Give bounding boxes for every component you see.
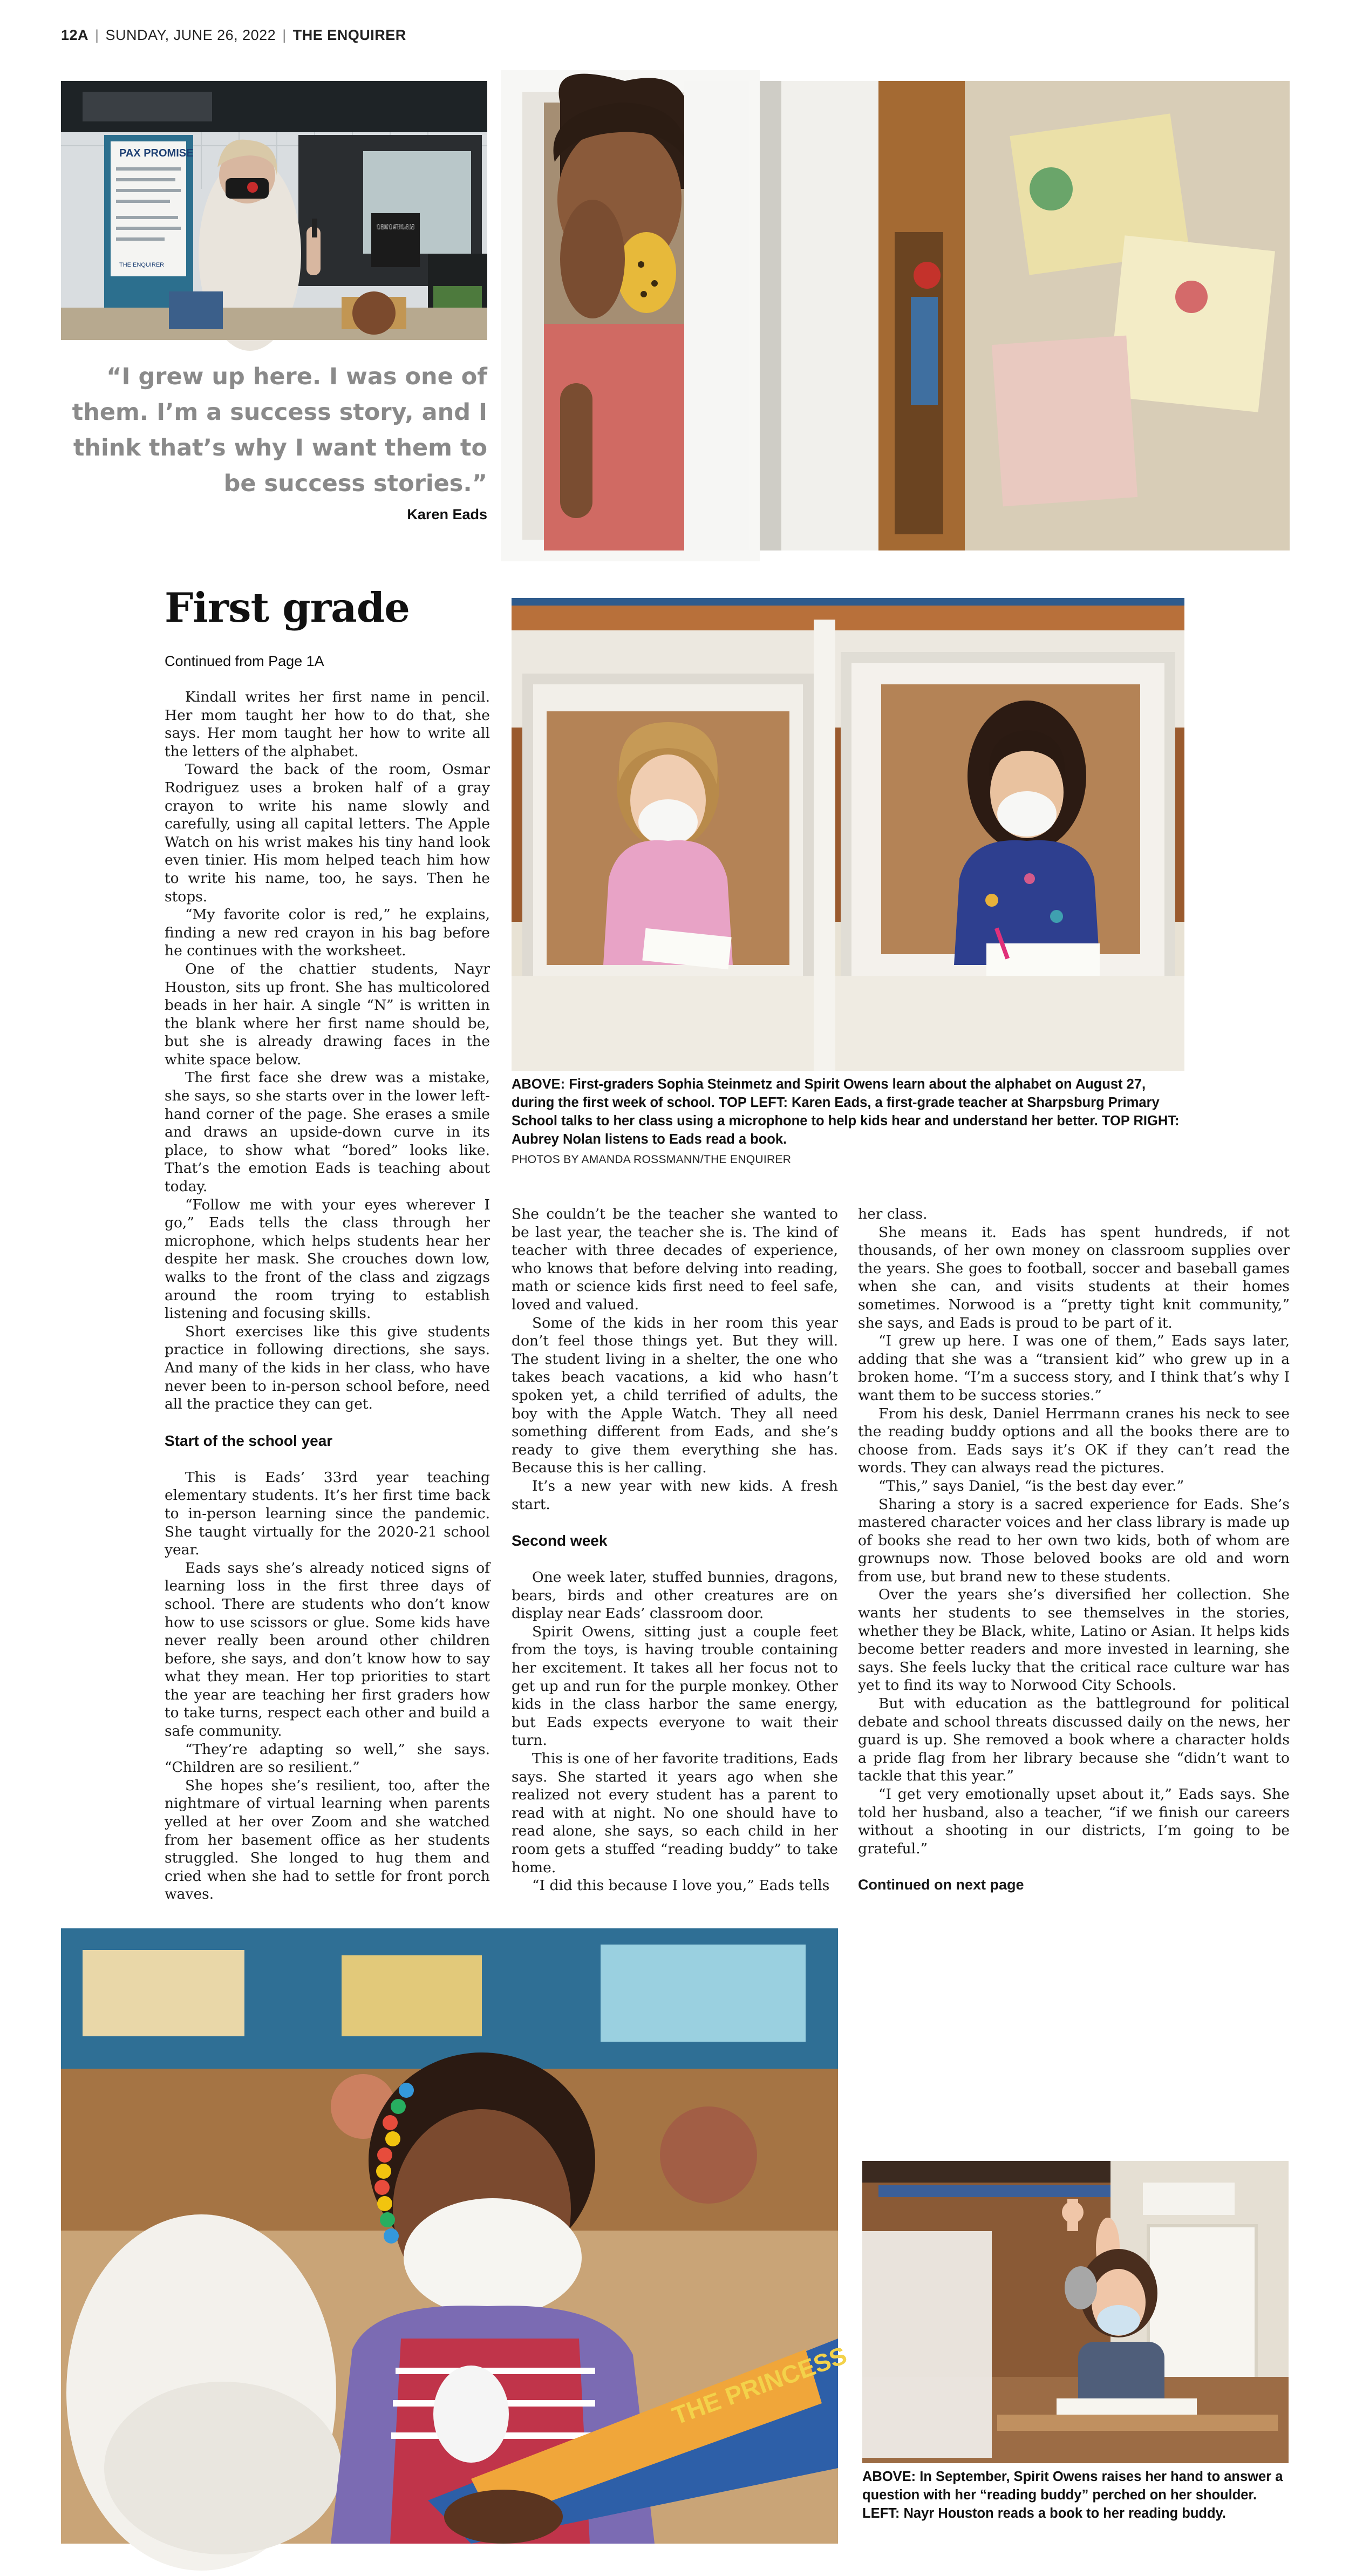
pull-quote: “I grew up here. I was one of them. I’m a success story, and I think that’s why I want them to be success stories.” <box>72 363 487 497</box>
folio: 12A | SUNDAY, JUNE 26, 2022 | THE ENQUIRER <box>61 27 406 43</box>
publication-date: SUNDAY, JUNE 26, 2022 <box>105 27 276 43</box>
subhead-start-of-school-year: Start of the school year <box>165 1432 333 1449</box>
paragraph: She hopes she’s resilient, too, after the nightmare of virtual learning when parents yelled at her over Zoom and she watched from her basement office as her students struggled. She longed to hug them and cried when she had to settle for front porch waves. <box>165 1777 490 1903</box>
article-column-1 <box>165 688 490 1904</box>
paragraph: “I did this because I love you,” Eads tells <box>532 1877 830 1894</box>
story-headline: First grade <box>165 584 410 631</box>
board-sign-text: PAX PROMISE <box>119 147 194 159</box>
paragraph: Toward the back of the room, Osmar Rodriguez uses a broken half of a gray crayon to write his name slowly and carefully, using all capital letters. The Apple Watch on his wrist makes his tiny hand look even tinier. His mom helped teach him how to write his name, too, he says. Then he stops. <box>165 761 490 905</box>
paragraph: She couldn’t be the teacher she wanted to be last year, the teacher she is. The kind of teacher with three decades of experience, who knows that before delving into reading, math or science kids first need to feel safe, loved and valued. <box>512 1206 838 1313</box>
paragraph: her class. <box>858 1206 928 1222</box>
paragraph: One of the chattier students, Nayr Houston, sits up front. She has multicolored beads in her hair. A single “N” is written in the blank where her first name should be, but she is already drawing faces in the white space below. <box>165 960 490 1068</box>
bottom-photo-caption: ABOVE: In September, Spirit Owens raises her hand to answer a question with her “reading buddy” perched on her shoulder. LEFT: Nayr Houston reads a book to her reading buddy. <box>862 2469 1283 2521</box>
paragraph: It’s a new year with new kids. A fresh start. <box>512 1477 838 1513</box>
paragraph: “This,” says Daniel, “is the best day ever.” <box>878 1477 1184 1494</box>
paragraph: One week later, stuffed bunnies, dragons, bears, birds and other creatures are on display near Eads’ classroom door. <box>512 1569 838 1622</box>
article-column-2 <box>512 1205 838 1895</box>
board-footer-text: THE ENQUIRER <box>119 262 165 268</box>
paragraph: This is Eads’ 33rd year teaching elementary students. It’s her first time back to in-person learning since the pandemic. She taught virtually for the 2020-21 school year. <box>165 1469 490 1559</box>
paragraph: “My favorite color is red,” he explains, finding a new red crayon in his bag before he continues with the worksheet. <box>165 906 490 960</box>
paragraph: This is one of her favorite traditions, Eads says. She started it years ago when she realized not every student has a parent to read with at night. No one should have to read alone, she says, so each child in her room gets a stuffed “reading buddy” to take home. <box>512 1750 838 1876</box>
paragraph: Some of the kids in her room this year don’t feel those things yet. But they will. The student living in a shelter, the one who takes beach vacations, a kid who hasn’t spoken yet, a child terrified of adults, the boy with the Apple Watch. They all need something different from Eads, and she’s ready to give them everything she has. Because this is her calling. <box>512 1314 838 1477</box>
paragraph: She means it. Eads has spent hundreds, if not thousands, of her own money on classroom supplies over the years. She goes to football, soccer and baseball games when she can, and visits students at their homes sometimes. Norwood is a “pretty tight knit community,” she says, and Eads is proud to be part of it. <box>858 1224 1290 1331</box>
book-title-text: THE PRINCESS <box>668 2341 850 2430</box>
subhead-second-week: Second week <box>512 1532 608 1549</box>
paragraph: “Follow me with your eyes wherever I go,” Eads tells the class through her microphone, which helps students hear her despite her mask. She crouches down low, walks to the front of the class and zigzags around the room trying to establish listening and focusing skills. <box>165 1196 490 1322</box>
paragraph: But with education as the battleground for political debate and school threats discussed daily on the news, her guard is up. She removed a book where a character holds a pride flag from her library because she “didn’t want to tackle that this year.” <box>858 1695 1290 1785</box>
paragraph: Short exercises like this give students practice in following directions, she says. And many of the kids in her class, who have never been to in-person school before, need all the practice they can get. <box>165 1323 490 1413</box>
photo-credit: PHOTOS BY AMANDA ROSSMANN/THE ENQUIRER <box>512 1153 792 1166</box>
pull-quote-attribution: Karen Eads <box>407 506 487 522</box>
continued-on-next-page: Continued on next page <box>858 1877 1024 1893</box>
page-number: 12A <box>61 27 89 43</box>
newspaper-name: THE ENQUIRER <box>292 27 406 43</box>
paragraph: Eads says she’s already noticed signs of learning loss in the first three days of school. There are students who don’t know how to use scissors or glue. Some kids have never really been around other children before, she says, and don’t know how to say what they mean. Her top priorities to start the year are teaching her first graders how to take turns, respect each other and build a safe community. <box>165 1559 490 1740</box>
paragraph: “I grew up here. I was one of them,” Eads says later, adding that she was a “transient kid” who grew up in a broken home. “I’m a success story, and I think that’s why I want them to be success stories.” <box>858 1333 1290 1404</box>
photo-teacher-microphone <box>61 81 487 340</box>
paragraph: Kindall writes her first name in pencil. Her mom taught her how to do that, she says. Her mom taught her how to write all the letters of the alphabet. <box>165 689 490 760</box>
article-column-3 <box>858 1205 1290 1894</box>
belong-sign-text: YOU BELONG YOU MATTER YOU ARE LOVED <box>377 222 414 231</box>
photo-girl-reading <box>61 1928 850 2544</box>
main-photo-caption: ABOVE: First-graders Sophia Steinmetz and Spirit Owens learn about the alphabet on August 27, during the first week of school. TOP LEFT: Karen Eads, a first-grade teacher at Sharpsburg Primary School talks to her class using a microphone to help kids hear and understand her better. TOP RIGHT: Aubrey Nolan listens to Eads read a book. <box>512 1077 1180 1147</box>
paragraph: “I get very emotionally upset about it,” Eads says. She told her husband, also a teacher, “if we finish our careers without a shooting in our districts, I’m going to be grateful.” <box>858 1786 1290 1857</box>
paragraph: “They’re adapting so well,” she says. “Children are so resilient.” <box>165 1741 490 1776</box>
continued-from-label: Continued from Page 1A <box>165 653 324 669</box>
photo-girl-listening <box>512 81 1290 550</box>
paragraph: The first face she drew was a mistake, she says, so she starts over in the lower left-hand corner of the page. She erases a smile and draws an upside-down curve in its place, to show what “bored” looks like. That’s the emotion Eads is teaching about today. <box>165 1069 490 1195</box>
paragraph: Spirit Owens, sitting just a couple feet from the toys, is having trouble containing her excitement. It takes all her focus not to get up and run for the purple monkey. Other kids in the class harbor the same energy, but Eads expects everyone to wait their turn. <box>512 1623 838 1749</box>
photo-raised-hand <box>862 2161 1289 2463</box>
paragraph: From his desk, Daniel Herrmann cranes his neck to see the reading buddy options and all the books there are to choose from. Eads says it’s OK if they can’t read the words. They can always read the pictures. <box>858 1405 1290 1477</box>
photo-girls-at-desks <box>512 598 1184 1071</box>
paragraph: Sharing a story is a sacred experience for Eads. She’s mastered character voices and her class library is made up of books she read to her own two kids, both of whom are grownups now. Those beloved books are old and worn from use, but brand new to these students. <box>858 1496 1290 1585</box>
paragraph: Over the years she’s diversified her collection. She wants her students to see themselves in the stories, whether they be Black, white, Latino or Asian. It helps kids become better readers and more invested in learning, she says. She feels lucky that the critical race culture war has yet to find its way to Norwood City Schools. <box>858 1586 1290 1694</box>
